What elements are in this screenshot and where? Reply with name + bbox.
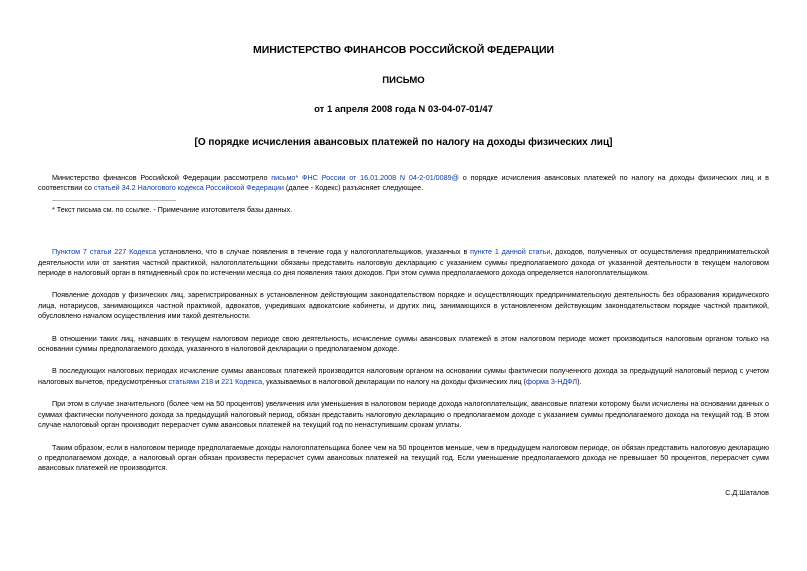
link-article-227[interactable]: Пунктом 7 статьи 227 Кодекса — [52, 247, 157, 257]
p1-text-2: , доходов, полученных от осуществления предпринимательской деятельности или от занятия частной практикой, налогоплательщики обязаны представить налоговую декларацию с указанием суммы предполагаемого дохода от указанной деятельности в текущем налоговом периоде в налоговый орган в пятидневный срок по истечении месяца со дня появления таких доходов. При этом сумма предполагаемого дохода определяется налогоплательщиком. — [38, 247, 769, 278]
paragraph-6: Таким образом, если в налоговом периоде предполагаемые доходы налогоплательщика более чем на 50 процентов меньше, чем в предыдущем налоговом периоде, он обязан представить налоговую декларацию о предполагаемом доходе, а налоговый орган обязан произвести перерасчет сумм авансовых платежей на текущий год. Если уменьшение предполагаемого дохода не превышает 50 процентов, перерасчет сумм авансовых платежей не производится. — [38, 442, 769, 473]
link-article-218[interactable]: статьями 218 — [168, 376, 214, 386]
document-subject: [О порядке исчисления авансовых платежей по налогу на доходы физических лиц] — [194, 137, 613, 148]
signature: С.Д.Шаталов — [725, 487, 769, 497]
footnote: * Текст письма см. по ссылке. - Примечание изготовителя базы данных. — [52, 204, 293, 214]
p4-text-1: В последующих налоговых периодах исчисление суммы авансовых платежей производится налоговым органом на основании суммы фактически полученного дохода за предыдущий налоговый период с учетом налоговых вычетов, предусмотренных — [38, 366, 769, 386]
footnote-divider — [52, 200, 176, 201]
p4-text-3: , указываемых в налоговой декларации по налогу на доходы физических лиц ( — [262, 376, 527, 386]
paragraph-1 — [38, 247, 769, 278]
paragraph-3: В отношении таких лиц, начавших в текущем налоговом периоде свою деятельность, исчисление суммы авансовых платежей в этом налоговом периоде может производиться налоговым органом только на основании суммы предполагаемого дохода, указанного в налоговой декларации о предполагаемом доходе. — [38, 333, 769, 354]
link-article-34-2[interactable]: статьей 34.2 Налогового кодекса Российской Федерации — [93, 183, 284, 193]
link-clause-1[interactable]: пункте 1 данной статьи — [470, 247, 551, 257]
intro-text-1: Министерство финансов Российской Федерации рассмотрело — [52, 173, 272, 182]
p1-text-1: установлено, что в случае появления в течение года у налогоплательщиков, указанных в — [156, 247, 471, 257]
link-fns-letter[interactable]: письмо* ФНС России от 16.01.2008 N 04-2-01/0089@ — [271, 173, 459, 182]
link-article-221[interactable]: 221 Кодекса — [221, 376, 263, 386]
paragraph-4 — [38, 366, 769, 387]
paragraph-5: При этом в случае значительного (более чем на 50 процентов) увеличения или уменьшения в налоговом периоде дохода налогоплательщик, авансовые платежи которому были исчислены на основании данных о суммах фактически полученного дохода за предыдущий налоговый период, обязан представить налоговую декларацию о предполагаемом доходе с указанием суммы предполагаемого дохода на текущий год. В этом случае налоговый орган производит перерасчет сумм авансовых платежей на текущий год по ненаступившим срокам уплаты. — [38, 399, 769, 430]
paragraph-2: Появление доходов у физических лиц, зарегистрированных в установленном действующим законодательством порядке и осуществляющих предпринимательскую деятельность без образования юридического лица, нотариусов, занимающихся частной практикой, адвокатов, учредивших адвокатские кабинеты, и других лиц, занимающихся в установленном действующим законодательством порядке частной практикой, обусловлено началом осуществления ими такой деятельности. — [38, 290, 769, 321]
p4-text-4: ). — [577, 376, 582, 386]
document-date-number: от 1 апреля 2008 года N 03-04-07-01/47 — [314, 104, 493, 115]
ministry-heading: МИНИСТЕРСТВО ФИНАНСОВ РОССИЙСКОЙ ФЕДЕРАЦИИ — [252, 44, 555, 56]
link-form-3-ndfl[interactable]: форма 3-НДФЛ — [526, 376, 578, 386]
intro-text-3: (далее - Кодекс) разъясняет следующее. — [283, 183, 424, 193]
intro-paragraph — [38, 173, 769, 194]
document-type: ПИСЬМО — [382, 75, 425, 86]
p4-text-2: и — [213, 376, 222, 386]
intro-text-2: о порядке исчисления авансовых платежей по налогу на доходы физических лиц и в соответствии со — [38, 173, 770, 193]
